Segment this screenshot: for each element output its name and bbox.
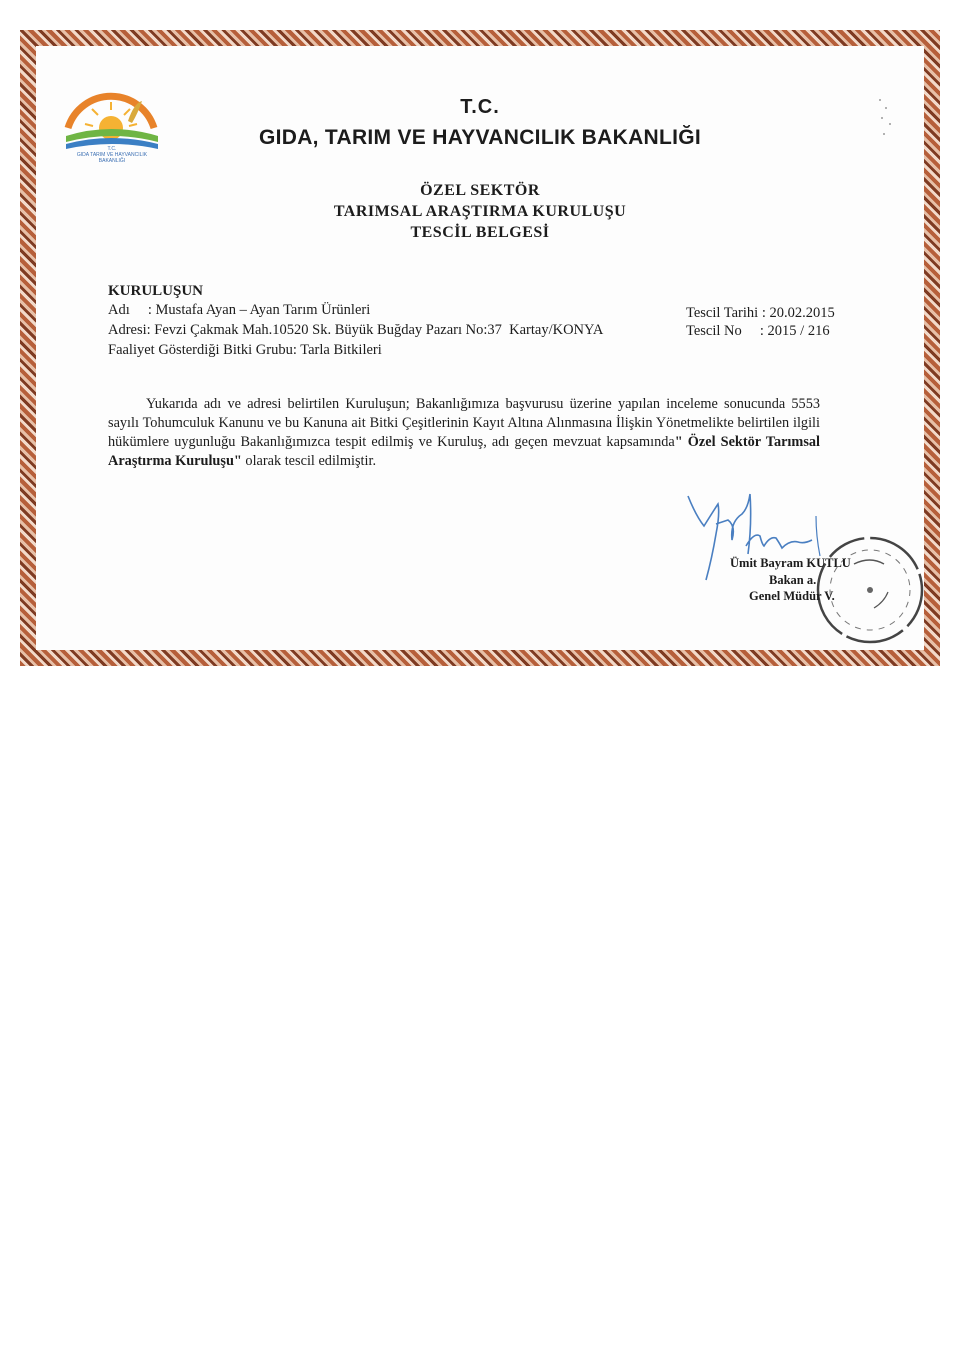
signatory-name: Ümit Bayram KUTLU bbox=[730, 556, 851, 570]
header-tc: T.C. bbox=[460, 96, 500, 118]
organization-activity: Faaliyet Gösterdiği Bitki Grubu: Tarla Bitkileri bbox=[108, 342, 382, 358]
title-line-2: TARIMSAL ARAŞTIRMA KURULUŞU bbox=[333, 203, 627, 220]
ministry-name: GIDA, TARIM VE HAYVANCILIK BAKANLIĞI bbox=[258, 126, 702, 149]
signatory-role-1: Bakan a. bbox=[769, 573, 817, 587]
body-text-end: olarak tescil edilmiştir. bbox=[241, 453, 377, 469]
title-line-3: TESCİL BELGESİ bbox=[410, 224, 550, 241]
organization-name: Adı : Mustafa Ayan – Ayan Tarım Ürünleri bbox=[108, 302, 371, 318]
registration-date: Tescil Tarihi : 20.02.2015 bbox=[686, 305, 835, 321]
body-text: Yukarıda adı ve adresi belirtilen Kuruluşun; Bakanlığımıza başvurusu üzerine yapılan inceleme sonucunda 5553 sayılı Tohumculuk Kanunu ve bu Kanuna ait Bitki Çeşitlerinin Kayıt Altına Alınmasına İlişkin Yönetmelikte belirtilen ilgili hükümlere uygunluğu Bakanlığımızca tespit edilmiş ve Kuruluş, adı geçen mevzuat kapsamında bbox=[108, 396, 820, 450]
certificate-inner bbox=[36, 46, 924, 650]
logo-caption-line: T.C. bbox=[107, 146, 117, 152]
title-line-1: ÖZEL SEKTÖR bbox=[420, 182, 540, 199]
signatory-role-2: Genel Müdür V. bbox=[749, 589, 835, 603]
organization-address: Adresi: Fevzi Çakmak Mah.10520 Sk. Büyük Buğday Pazarı No:37 Kartay/KONYA bbox=[108, 322, 604, 338]
registration-number: Tescil No : 2015 / 216 bbox=[686, 323, 830, 339]
logo-caption-line: BAKANLIĞI bbox=[98, 158, 126, 164]
certificate bbox=[20, 30, 940, 666]
logo-caption-line: GIDA TARIM VE HAYVANCILIK bbox=[76, 152, 148, 158]
body-bold-phrase: " Özel Sektör Tarımsal Araştırma Kuruluşu" bbox=[108, 434, 821, 469]
certificate-body bbox=[108, 395, 820, 471]
section-label: KURULUŞUN bbox=[108, 283, 204, 299]
